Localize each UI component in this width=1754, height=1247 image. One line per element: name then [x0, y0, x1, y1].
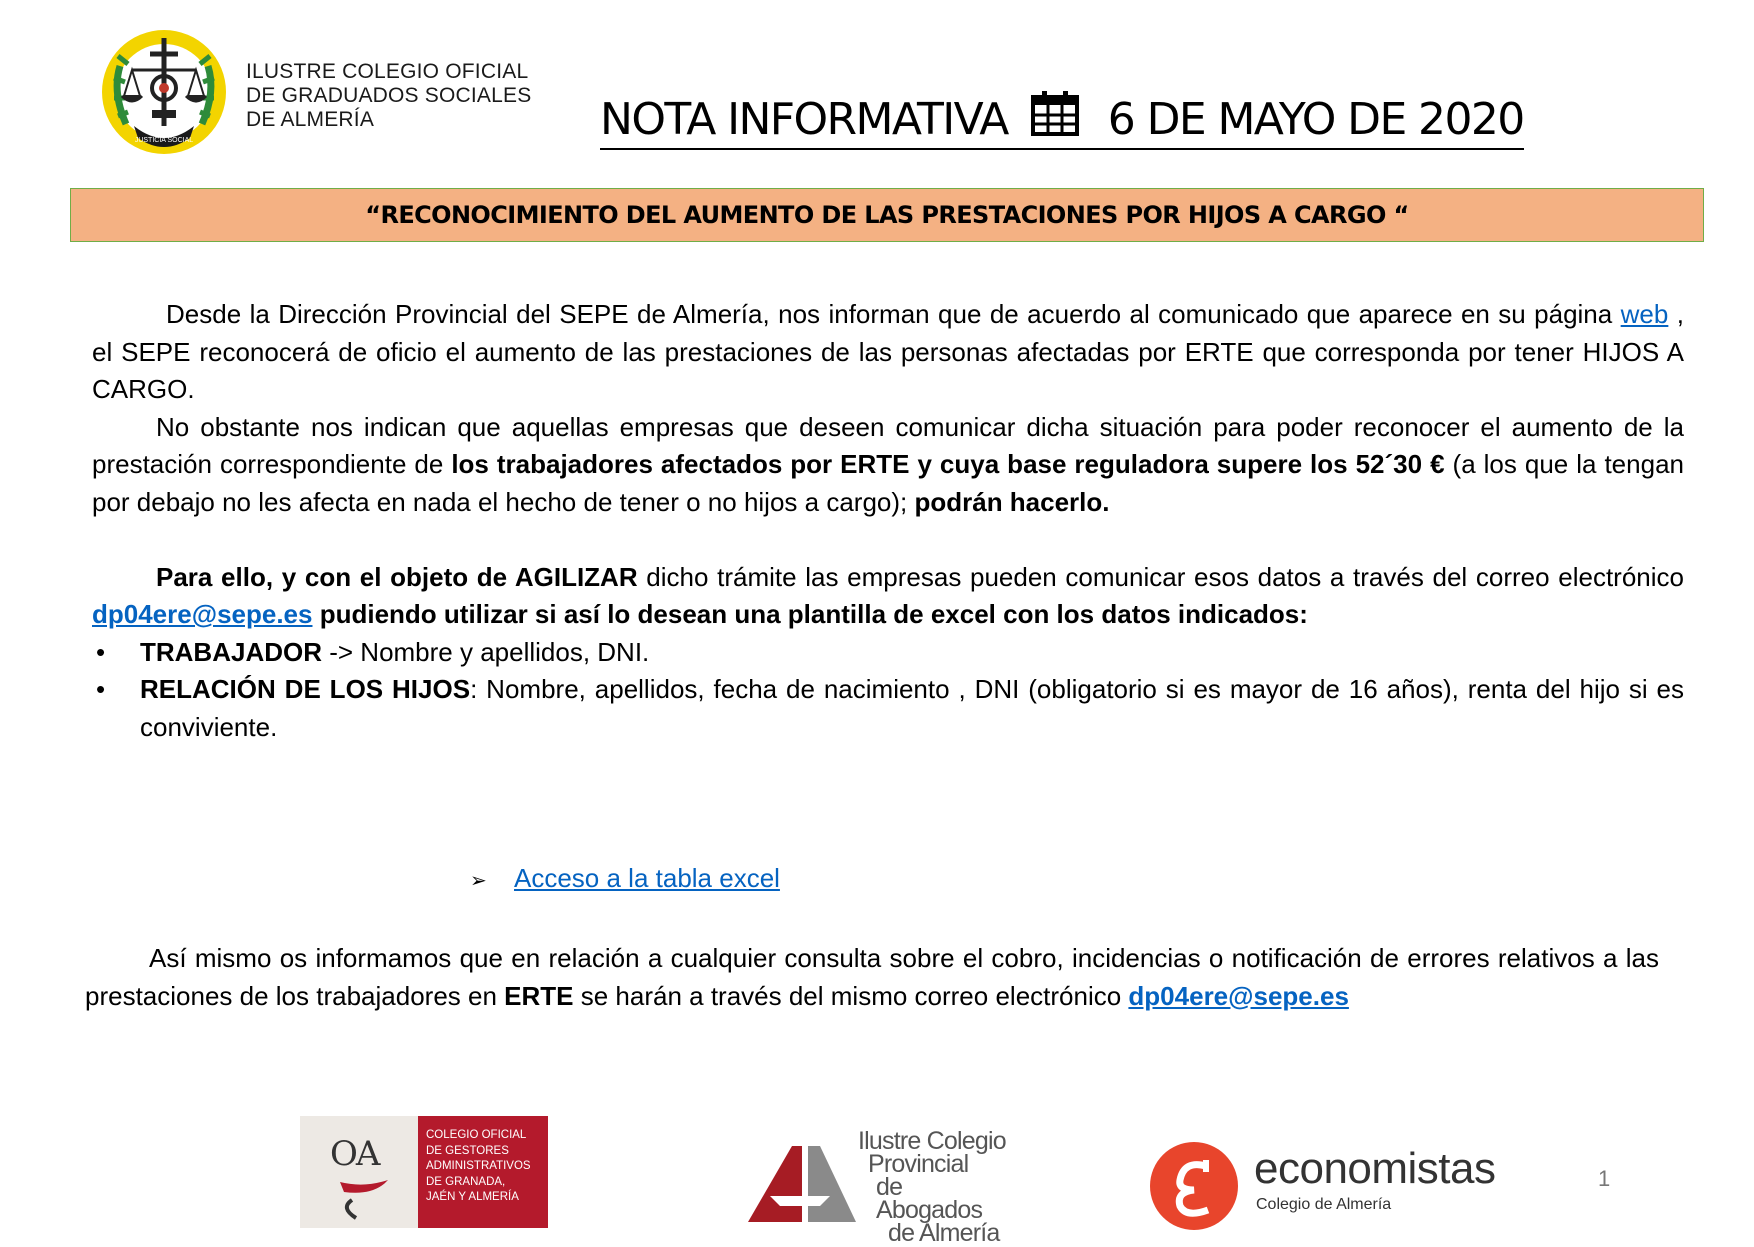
- main-body: [92, 296, 1684, 746]
- subject-banner: [70, 188, 1704, 242]
- arrow-bullet-icon: ➢: [470, 870, 487, 892]
- closing-email-link[interactable]: dp04ere@sepe.es: [1128, 980, 1349, 1011]
- closing-paragraph: [85, 940, 1659, 1015]
- abogados-line-4: de Almería: [888, 1219, 1000, 1247]
- economistas-subtitle: Colegio de Almería: [1256, 1196, 1392, 1213]
- bullet-1-text: -> Nombre y apellidos, DNI.: [322, 636, 650, 667]
- gestores-text-block: [418, 1116, 548, 1228]
- gestores-line-2: DE GESTORES: [426, 1144, 509, 1157]
- paragraph-1: [92, 296, 1684, 409]
- paragraph-4: [85, 940, 1659, 1015]
- gestores-logo: [300, 1116, 548, 1228]
- bullet-dot: •: [96, 674, 106, 704]
- abogados-line-1: Ilustre Colegio: [858, 1127, 1006, 1155]
- title-date: 6 DE MAYO DE 2020: [1107, 94, 1524, 145]
- spacer: [92, 521, 1684, 559]
- bullet-dot: •: [96, 636, 106, 667]
- paragraph-2-text-b: (a los que la tengan por debajo no les afecta en nada el hecho de tener o no hijos a cargo);: [92, 449, 1684, 517]
- gestores-line-1: COLEGIO OFICIAL: [426, 1129, 527, 1141]
- paragraph-3-bold-1: Para ello, y con el objeto de AGILIZAR: [156, 561, 638, 592]
- paragraph-3-text-a: dicho trámite las empresas pueden comunicar esos datos a través del correo electrónico: [637, 561, 1684, 592]
- excel-table-link[interactable]: Acceso a la tabla excel: [514, 863, 780, 893]
- economistas-wordmark: economistas: [1254, 1144, 1496, 1193]
- gestores-swoosh-icon: [334, 1178, 394, 1222]
- bullet-1-label: TRABAJADOR: [140, 636, 322, 667]
- gestores-mark: OA: [330, 1134, 379, 1174]
- organization-name: [246, 60, 531, 132]
- economistas-logo: [1148, 1140, 1518, 1234]
- bullet-hijos: [92, 671, 1684, 746]
- paragraph-1-text-a: Desde la Dirección Provincial del SEPE de Almería, nos informan que de acuerdo al comunicado que aparece en su página: [166, 299, 1621, 329]
- page-title: [600, 90, 1524, 150]
- paragraph-2-text-a: No obstante nos indican que aquellas empresas que deseen comunicar dicha situación para poder reconocer el aumento de la prestación correspondiente de: [92, 411, 1684, 479]
- gestores-line-3: ADMINISTRATIVOS: [426, 1160, 531, 1172]
- bullet-2-text: : Nombre, apellidos, fecha de nacimiento , DNI (obligatorio si es mayor de 16 años), renta del hijo si es conviviente.: [140, 674, 1684, 742]
- paragraph-4-bold: ERTE: [504, 980, 574, 1011]
- paragraph-2-bold-2: podrán hacerlo.: [914, 486, 1110, 517]
- abogados-emblem-icon: [740, 1136, 860, 1226]
- abogados-text: [858, 1127, 1010, 1247]
- gestores-line-4: DE GRANADA,: [426, 1175, 506, 1188]
- paragraph-2: [92, 409, 1684, 522]
- paragraph-4-text-b: se harán a través del mismo correo electrónico: [573, 980, 1129, 1011]
- logo-ribbon-text: JUSTICIA SOCIAL: [134, 137, 194, 144]
- abogados-line-2: Provincial: [868, 1150, 969, 1178]
- email-link[interactable]: dp04ere@sepe.es: [92, 599, 313, 629]
- paragraph-2-bold-1: los trabajadores afectados por ERTE y cuya base reguladora supere los 52´30 €: [451, 449, 1445, 479]
- paragraph-3: [92, 559, 1684, 634]
- title-label: NOTA INFORMATIVA: [600, 94, 1008, 145]
- abogados-logo: [740, 1124, 1010, 1247]
- economistas-emblem-icon: [1148, 1140, 1240, 1232]
- web-link[interactable]: web: [1620, 299, 1669, 329]
- org-name-line-3: DE ALMERÍA: [246, 108, 375, 131]
- gestores-line-5: JAÉN Y ALMERÍA: [426, 1191, 519, 1203]
- subject-banner-text: “RECONOCIMIENTO DEL AUMENTO DE LAS PRESTACIONES POR HIJOS A CARGO “: [365, 201, 1409, 229]
- paragraph-4-text-a: Así mismo os informamos que en relación a cualquier consulta sobre el cobro, incidencias o notificación de errores relativos a las prestaciones de los trabajadores en: [85, 943, 1659, 1011]
- paragraph-3-bold-2: pudiendo utilizar si así lo desean una plantilla de excel con los datos indicados:: [312, 599, 1308, 629]
- bullet-trabajador: [92, 634, 1684, 672]
- page-number: 1: [1598, 1166, 1611, 1191]
- org-name-line-2: DE GRADUADOS SOCIALES: [246, 84, 532, 107]
- abogados-line-3: de Abogados: [876, 1173, 983, 1224]
- excel-access-row: [470, 860, 780, 900]
- calendar-icon: [1030, 90, 1080, 148]
- paragraph-1-text-b: , el SEPE reconocerá de oficio el aumento de las prestaciones de las personas afectadas por ERTE que corresponda por tener HIJOS A CARGO.: [92, 299, 1684, 404]
- colegio-graduados-logo: [98, 26, 230, 158]
- org-name-line-1: ILUSTRE COLEGIO OFICIAL: [246, 60, 529, 83]
- bullet-2-label: RELACIÓN DE LOS HIJOS: [140, 674, 471, 704]
